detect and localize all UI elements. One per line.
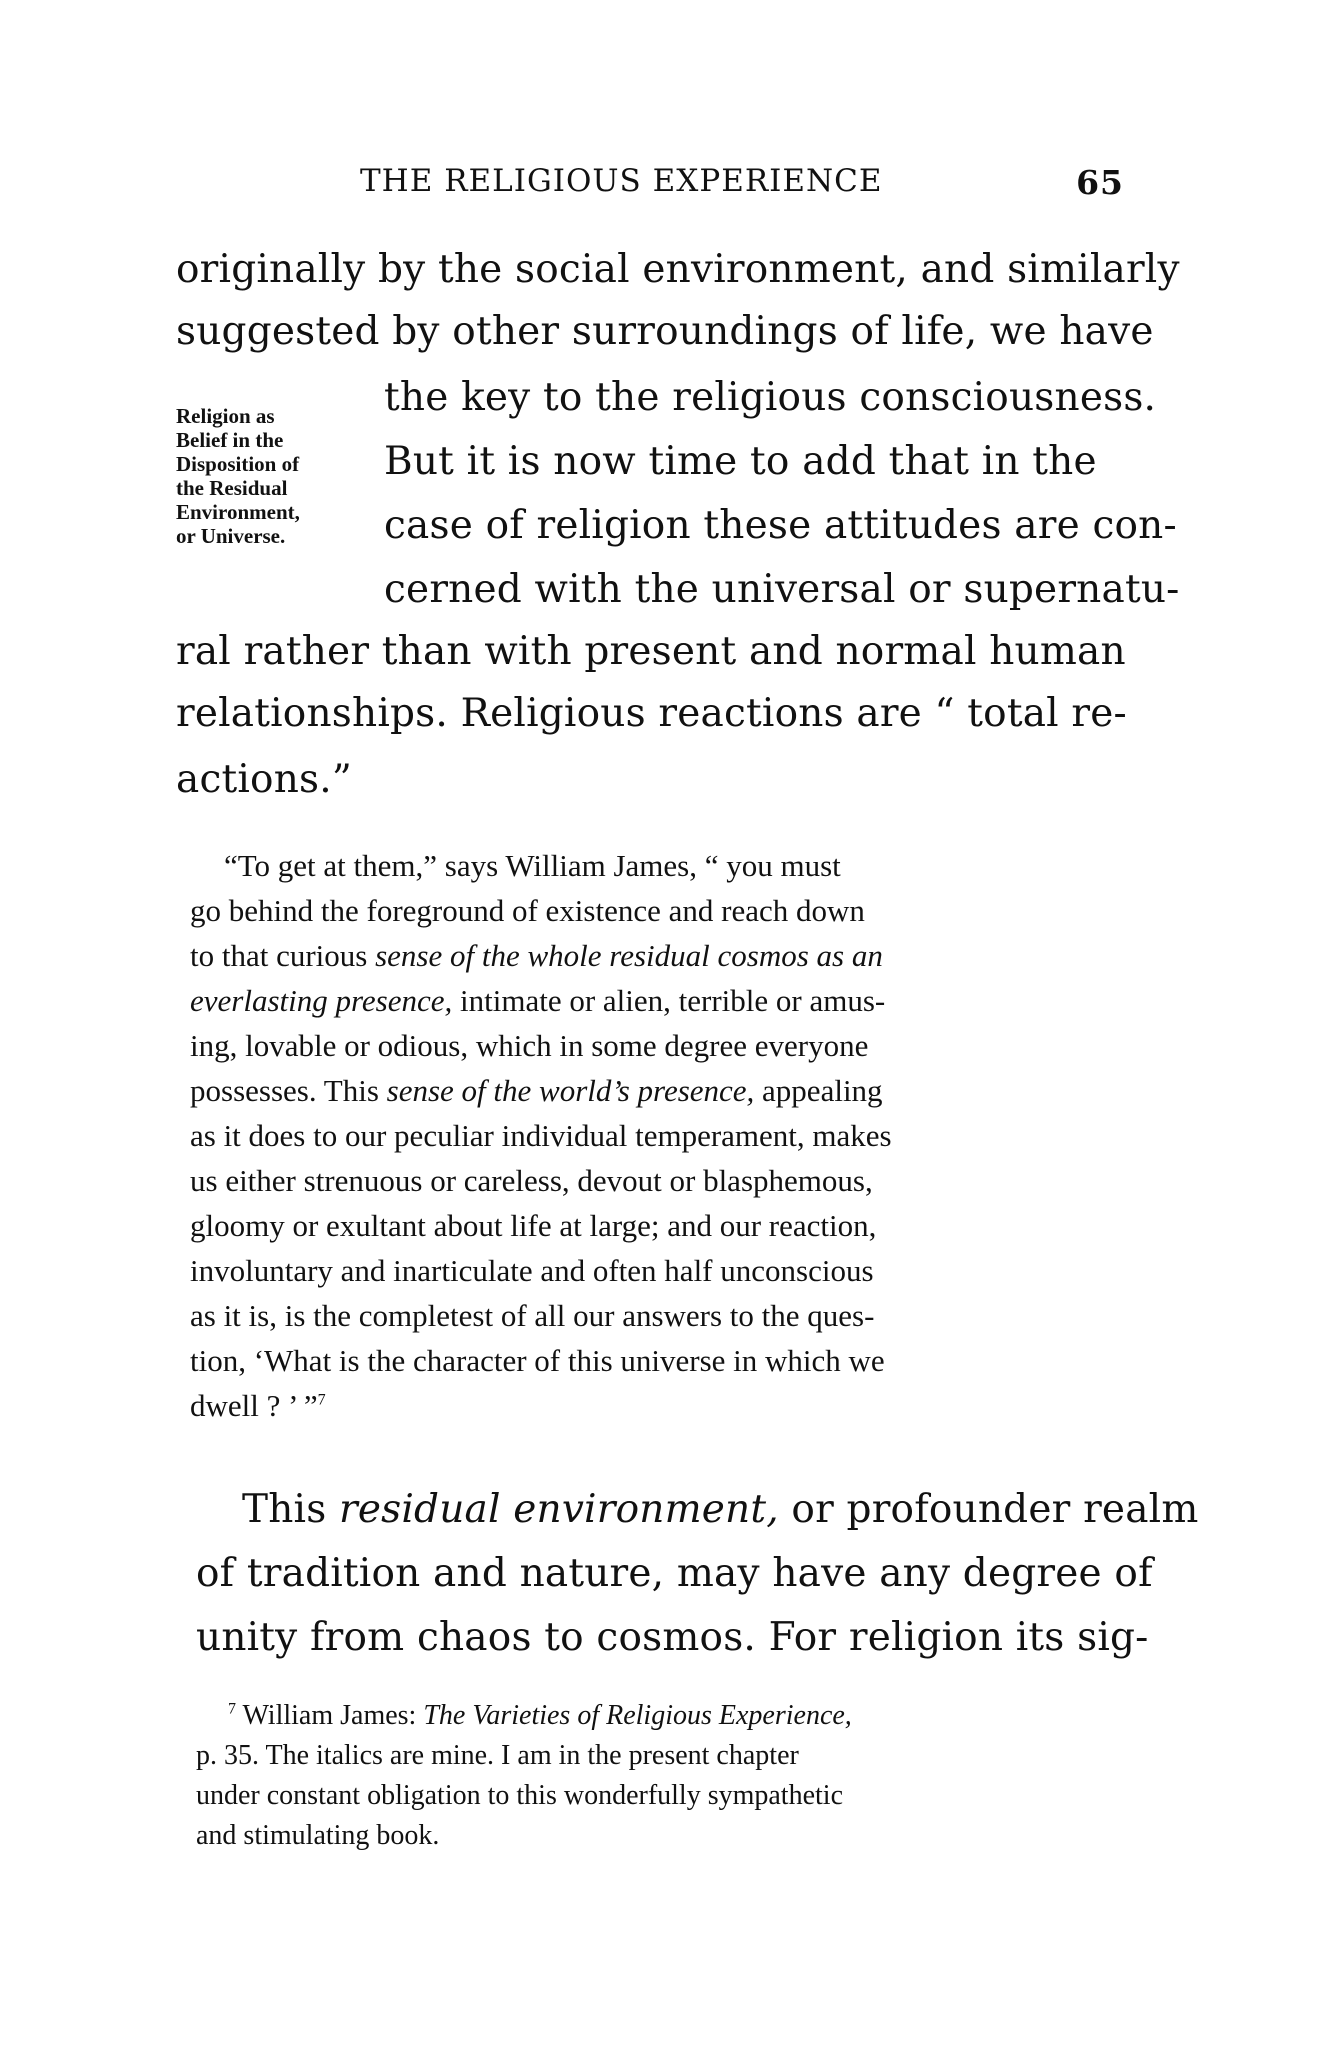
running-title: THE RELIGIOUS EXPERIENCE — [360, 163, 883, 199]
footnote-line: under constant obligation to this wonderfully sympathetic — [196, 1780, 843, 1811]
footnote-line: p. 35. The italics are mine. I am in the present chapter — [196, 1740, 799, 1771]
quote-line: “To get at them,” says William James, “ you must — [224, 848, 841, 883]
footnote-marker: 7 — [228, 1700, 236, 1718]
paragraph-line: actions.” — [176, 757, 352, 802]
page-number: 65 — [1076, 163, 1124, 202]
running-header — [360, 163, 1140, 207]
paragraph-line: case of religion these attitudes are con- — [384, 503, 1177, 548]
paragraph-line: unity from chaos to cosmos. For religion its sig- — [196, 1615, 1149, 1660]
footnote-reference: 7 — [317, 1391, 326, 1409]
margin-note-line: or Universe. — [176, 524, 286, 548]
paragraph-line: originally by the social environment, and similarly — [176, 247, 1180, 292]
margin-note-line: Belief in the — [176, 428, 284, 452]
footnote-line: $^7$ William James: The Varieties of Religious Experience, — [228, 1700, 852, 1731]
paragraph-line: of tradition and nature, may have any degree of — [196, 1551, 1153, 1596]
paragraph-line: the key to the religious consciousness. — [384, 375, 1157, 420]
quote-line: dwell ? ’ ”$^7$ — [190, 1388, 326, 1423]
quote-line: tion, ‘What is the character of this universe in which we — [190, 1343, 885, 1378]
quote-line: possesses. This sense of the world’s presence, appealing — [190, 1073, 883, 1108]
quote-line: involuntary and inarticulate and often half unconscious — [190, 1253, 874, 1288]
paragraph-line: ral rather than with present and normal human — [176, 629, 1126, 674]
footnote-line: and stimulating book. — [196, 1820, 440, 1851]
paragraph-line: suggested by other surroundings of life, we have — [176, 309, 1154, 354]
margin-note-line: Disposition of — [176, 452, 300, 476]
quote-line: as it does to our peculiar individual temperament, makes — [190, 1118, 892, 1153]
quote-line: as it is, is the completest of all our answers to the ques- — [190, 1298, 875, 1333]
margin-note-line: Religion as — [176, 404, 275, 428]
paragraph-line: cerned with the universal or supernatu- — [384, 567, 1180, 612]
quote-line: ing, lovable or odious, which in some degree everyone — [190, 1028, 869, 1063]
margin-note-line: the Residual — [176, 476, 288, 500]
quote-line: everlasting presence, intimate or alien, terrible or amus- — [190, 983, 886, 1018]
margin-note-line: Environment, — [176, 500, 300, 524]
margin-note — [176, 404, 376, 548]
paragraph-line: But it is now time to add that in the — [384, 439, 1097, 484]
quote-line: us either strenuous or careless, devout or blasphemous, — [190, 1163, 873, 1198]
quote-line: gloomy or exultant about life at large; and our reaction, — [190, 1208, 877, 1243]
paragraph-line: This residual environment, or profounder realm — [242, 1487, 1199, 1532]
quote-line: to that curious sense of the whole residual cosmos as an — [190, 938, 883, 973]
quote-line: go behind the foreground of existence and reach down — [190, 893, 865, 928]
paragraph-line: relationships. Religious reactions are “ total re- — [176, 691, 1127, 736]
